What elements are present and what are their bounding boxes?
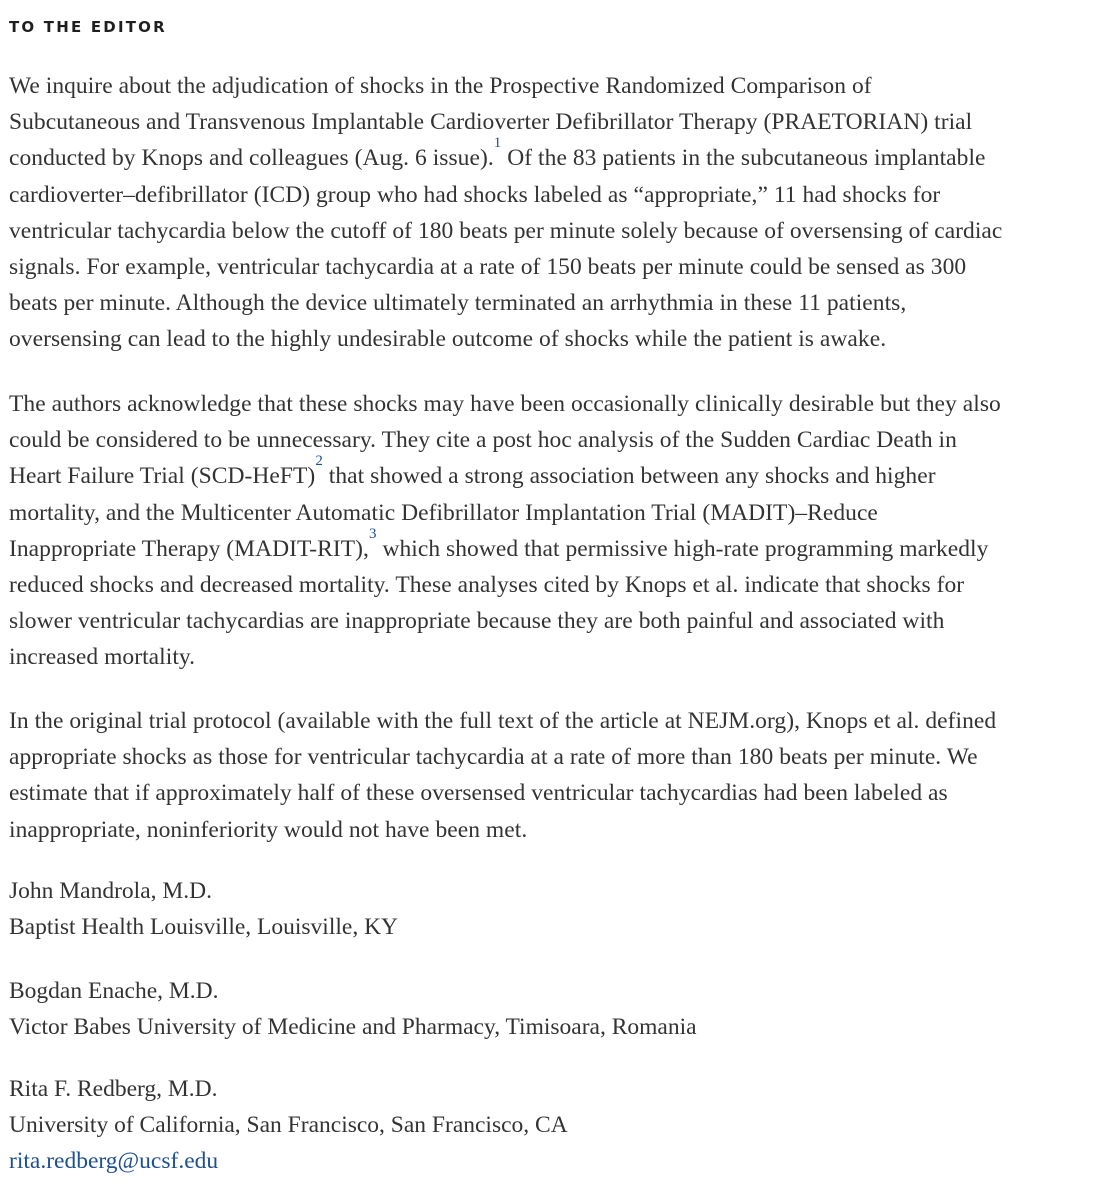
paragraph-line: [9, 135, 1002, 176]
author-email-link[interactable]: rita.redberg@ucsf.edu: [9, 1148, 219, 1175]
author-signature-2: [9, 973, 697, 1045]
author-affiliation: Baptist Health Louisville, Louisville, KY: [9, 914, 399, 941]
author-name: John Mandrola, M.D.: [9, 878, 212, 904]
paragraph-3: [9, 703, 996, 848]
author-name: Bogdan Enache, M.D.: [9, 978, 219, 1004]
paragraph-line: Subcutaneous and Transvenous Implantable Cardioverter Defibrillator Therapy (PRAETORIAN) trial: [9, 109, 973, 136]
paragraph-line: estimate that if approximately half of these oversensed ventricular tachycardias had been labeled as: [9, 780, 948, 807]
reference-link-1[interactable]: 1: [493, 135, 502, 152]
paragraph-line: [9, 453, 1001, 494]
author-affiliation: University of California, San Francisco, San Francisco, CA: [9, 1112, 568, 1139]
line-text: that showed a strong association between any shocks and higher: [322, 463, 936, 490]
paragraph-1: [9, 68, 1002, 358]
line-text: conducted by Knops and colleagues (Aug. 6 issue).: [9, 145, 494, 172]
paragraph-line: signals. For example, ventricular tachycardia at a rate of 150 beats per minute could be sensed as 300: [9, 254, 967, 281]
paragraph-line: cardioverter–defibrillator (ICD) group who had shocks labeled as “appropriate,” 11 had shocks for: [9, 181, 941, 208]
paragraph-line: We inquire about the adjudication of shocks in the Prospective Randomized Comparison of: [9, 73, 872, 99]
line-text: Of the 83 patients in the subcutaneous implantable: [501, 145, 986, 172]
paragraph-line: The authors acknowledge that these shocks may have been occasionally clinically desirable but they also: [9, 391, 1001, 417]
author-name: Rita F. Redberg, M.D.: [9, 1076, 218, 1102]
paragraph-line: oversensing can lead to the highly undesirable outcome of shocks while the patient is awake.: [9, 326, 887, 353]
paragraph-line: inappropriate, noninferiority would not have been met.: [9, 816, 528, 843]
paragraph-line: could be considered to be unnecessary. They cite a post hoc analysis of the Sudden Cardiac Death in: [9, 427, 957, 454]
author-signature-1: [9, 873, 398, 945]
paragraph-line: [9, 525, 1001, 567]
line-text: Inappropriate Therapy (MADIT-RIT),: [9, 535, 369, 562]
paragraph-line: slower ventricular tachycardias are inappropriate because they are both painful and associated with: [9, 608, 945, 635]
author-affiliation: Victor Babes University of Medicine and Pharmacy, Timisoara, Romania: [9, 1014, 697, 1041]
line-text: which showed that permissive high-rate programming markedly: [376, 535, 989, 562]
paragraph-line: In the original trial protocol (available with the full text of the article at NEJM.org), Knops et al. defined: [9, 708, 997, 734]
paragraph-line: appropriate shocks as those for ventricular tachycardia at a rate of more than 180 beats per minute. We: [9, 744, 978, 771]
letter-page: [9, 0, 1089, 1175]
paragraph-line: reduced shocks and decreased mortality. These analyses cited by Knops et al. indicate that shocks for: [9, 572, 965, 599]
paragraph-line: mortality, and the Multicenter Automatic Defibrillator Implantation Trial (MADIT)–Reduce: [9, 499, 878, 526]
paragraph-line: increased mortality.: [9, 644, 196, 671]
author-signature-3: [9, 1071, 568, 1180]
paragraph-2: [9, 386, 1001, 676]
paragraph-line: beats per minute. Although the device ultimately terminated an arrhythmia in these 11 patients,: [9, 290, 907, 317]
reference-link-3[interactable]: 3: [368, 525, 377, 542]
line-text: Heart Failure Trial (SCD-HeFT): [9, 463, 316, 490]
paragraph-line: ventricular tachycardia below the cutoff of 180 beats per minute solely because of oversensing of cardiac: [9, 217, 1003, 244]
reference-link-2[interactable]: 2: [315, 453, 323, 470]
section-heading: TO THE EDITOR: [9, 18, 167, 36]
